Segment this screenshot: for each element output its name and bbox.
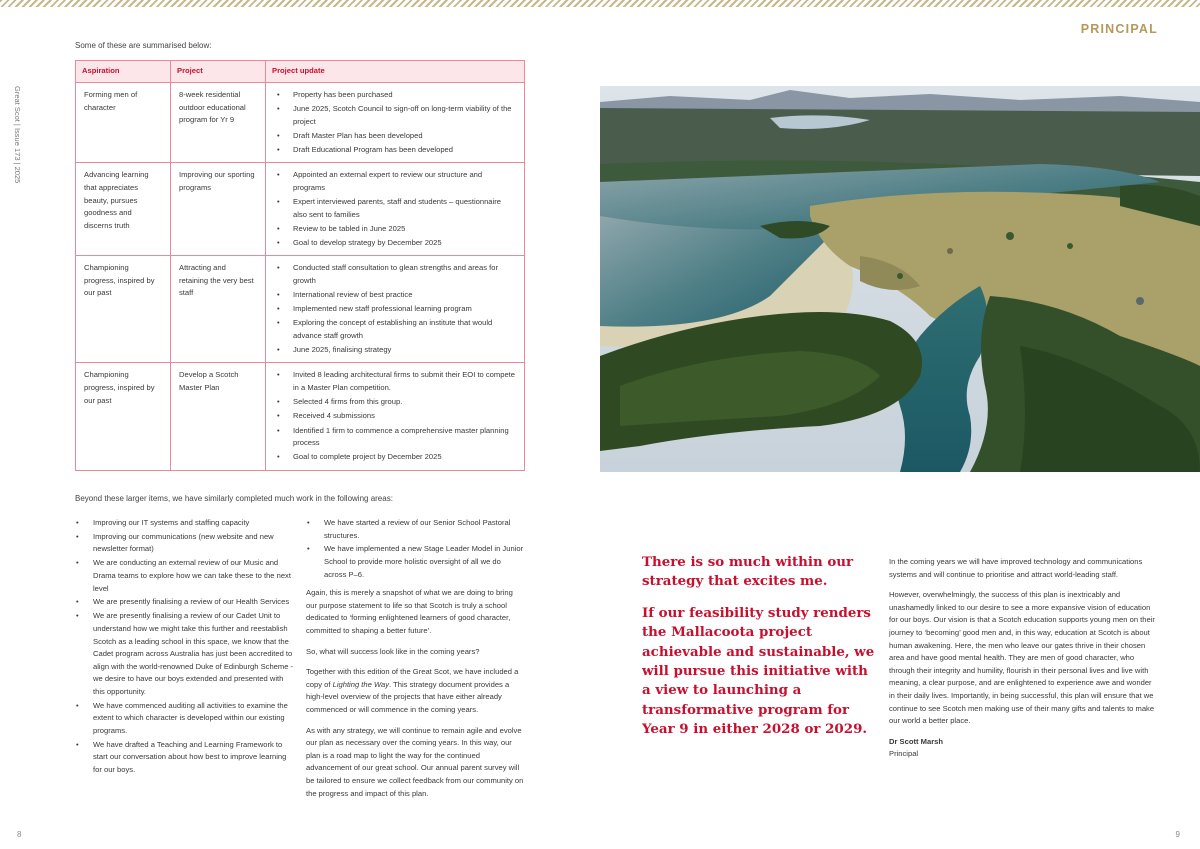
beyond-text: Beyond these larger items, we have similarly completed much work in the following areas: [75,494,393,503]
signature-title: Principal [889,749,919,759]
list-item: • We are presently finalising a review of our Health Services [75,596,295,609]
pull-quote [642,553,878,752]
list-item: • Improving our IT systems and staffing capacity [75,517,295,530]
decorative-top-stripe [0,0,1200,7]
update-item: • Invited 8 leading architectural firms to submit their EOI to compete in a Master Plan competition. [274,369,516,394]
page-number-left: 8 [17,830,22,839]
column-header-project: Project [171,61,266,83]
update-cell [266,83,525,163]
update-item: • Conducted staff consultation to glean strengths and areas for growth [274,262,516,287]
signature-name: Dr Scott Marsh [889,736,944,746]
strategy-table [75,60,525,471]
body-paragraph: Again, this is merely a snapshot of what we are doing to bring our purpose statement to life so that Scotch is truly a school dedicated to ‘forming enlightened learners of good character, committed to shaping a better future’. [306,588,513,636]
section-label: PRINCIPAL [1080,22,1158,36]
aspiration-cell: Championing progress, inspired by our past [76,363,171,470]
document-title-reference: Lighting the Way [332,679,390,689]
update-item: • June 2025, finalising strategy [274,344,516,357]
update-item: • Selected 4 firms from this group. [274,396,516,409]
update-cell [266,363,525,470]
update-cell [266,163,525,256]
table-row [76,363,525,470]
body-paragraph: However, overwhelmingly, the success of this plan is inextricably and unashamedly linked to our desire to see a more expansive vision of education for our boys. Our vision is that a Scotch education supports young men on their journey to ‘becoming’ good men and, in this way, education at Scotch is about human awakening. Here, the men who leave our gates thrive in their chosen area and have good mental health. They are men of good character, who through their integrity and humility, flourish in their personal lives and live with meaning, a clear purpose, and are enlightened to experience awe and wonder in their daily lives. Importantly, in being successful, this plan will ensure that we continue to see Scotch men making use of their many gifts and talents to make our world a better place. [889,590,1155,726]
project-cell: Attracting and retaining the very best staff [171,256,266,363]
update-item: • Draft Master Plan has been developed [274,130,516,143]
aerial-landscape-photo [600,86,1200,472]
update-item: • Exploring the concept of establishing an institute that would advance staff growth [274,317,516,342]
aerial-photo-illustration [600,86,1200,472]
spine-text: Great Scot | Issue 173 | 2025 [13,86,22,184]
update-item: • Property has been purchased [274,89,516,102]
update-item: • June 2025, Scotch Council to sign-off on long-term viability of the project [274,103,516,128]
update-cell [266,256,525,363]
page-number-right: 9 [1175,830,1180,839]
middle-column [306,517,524,808]
body-paragraph: In the coming years we will have improved technology and communications systems and will continue to prioritise and attract world-leading staff. [889,557,1143,579]
body-paragraph [306,666,524,716]
body-paragraph: So, what will success look like in the coming years? [306,646,480,656]
table-row [76,256,525,363]
column-header-aspiration: Aspiration [76,61,171,83]
update-item: • Review to be tabled in June 2025 [274,223,516,236]
left-column [75,517,295,778]
update-item: • Implemented new staff professional learning program [274,303,516,316]
list-item: • We have implemented a new Stage Leader Model in Junior School to provide more holistic oversight of all we do across P–6. [306,543,524,581]
column-header-update: Project update [266,61,525,83]
project-cell: 8-week residential outdoor educational program for Yr 9 [171,83,266,163]
paragraph-text: Together with this edition of the Great Scot, we have included a copy of [306,667,519,689]
list-item: • We are presently finalising a review of our Cadet Unit to understand how we might take this further and reestablish Scotch as a leading school in this space, we know that the Cadet program across Australia has just been accredited to align with the world-renowned Duke of Edinburgh Scheme - we desire to have our boys extended and presented with this opportunity. [75,610,295,698]
list-item: • We are conducting an external review of our Music and Drama teams to explore how we can take these to the next level [75,557,295,595]
pull-quote-line: If our feasibility study renders the Mallacoota project achievable and sustainable, we will pursue this initiative with a view to launching a transformative program for Year 9 in either 2028 or 2029. [642,604,875,738]
update-item: • International review of best practice [274,289,516,302]
update-item: • Received 4 submissions [274,410,516,423]
update-item: • Appointed an external expert to review our structure and programs [274,169,516,194]
table-header-row [76,61,525,83]
pull-quote-line: There is so much within our strategy that excites me. [642,554,854,590]
middle-bullet-list [306,517,524,581]
aspiration-cell: Advancing learning that appreciates beauty, pursues goodness and discerns truth [76,163,171,256]
body-paragraph: As with any strategy, we will continue to remain agile and evolve our plan as necessary over the coming years. In this way, our plan is a road map to light the way for the continued advancement of our great school. Our annual parent survey will be tailored to ensure we collect feedback from our community on the progress and impact of this plan. [306,725,524,798]
aspiration-cell: Forming men of character [76,83,171,163]
intro-text: Some of these are summarised below: [75,41,212,50]
paragraph-text: . This strategy document provides a high-level overview of the projects that have either already commenced or will commence in the coming years. [306,679,510,715]
update-item: • Draft Educational Program has been developed [274,144,516,157]
list-item: • We have drafted a Teaching and Learning Framework to start our conversation about how best to improve learning for our boys. [75,739,295,777]
table-row [76,83,525,163]
update-item: • Goal to complete project by December 2025 [274,451,516,464]
left-bullet-list [75,517,295,777]
update-item: • Identified 1 firm to commence a comprehensive master planning process [274,425,516,450]
list-item: • Improving our communications (new website and new newsletter format) [75,531,295,556]
aspiration-cell: Championing progress, inspired by our past [76,256,171,363]
project-cell: Develop a Scotch Master Plan [171,363,266,470]
table-row [76,163,525,256]
project-cell: Improving our sporting programs [171,163,266,256]
list-item: • We have started a review of our Senior School Pastoral structures. [306,517,524,542]
update-item: • Goal to develop strategy by December 2025 [274,237,516,250]
list-item: • We have commenced auditing all activities to examine the extent to which character is developed within our existing programs. [75,700,295,738]
update-item: • Expert interviewed parents, staff and students – questionnaire also sent to families [274,196,516,221]
right-column [889,556,1157,761]
